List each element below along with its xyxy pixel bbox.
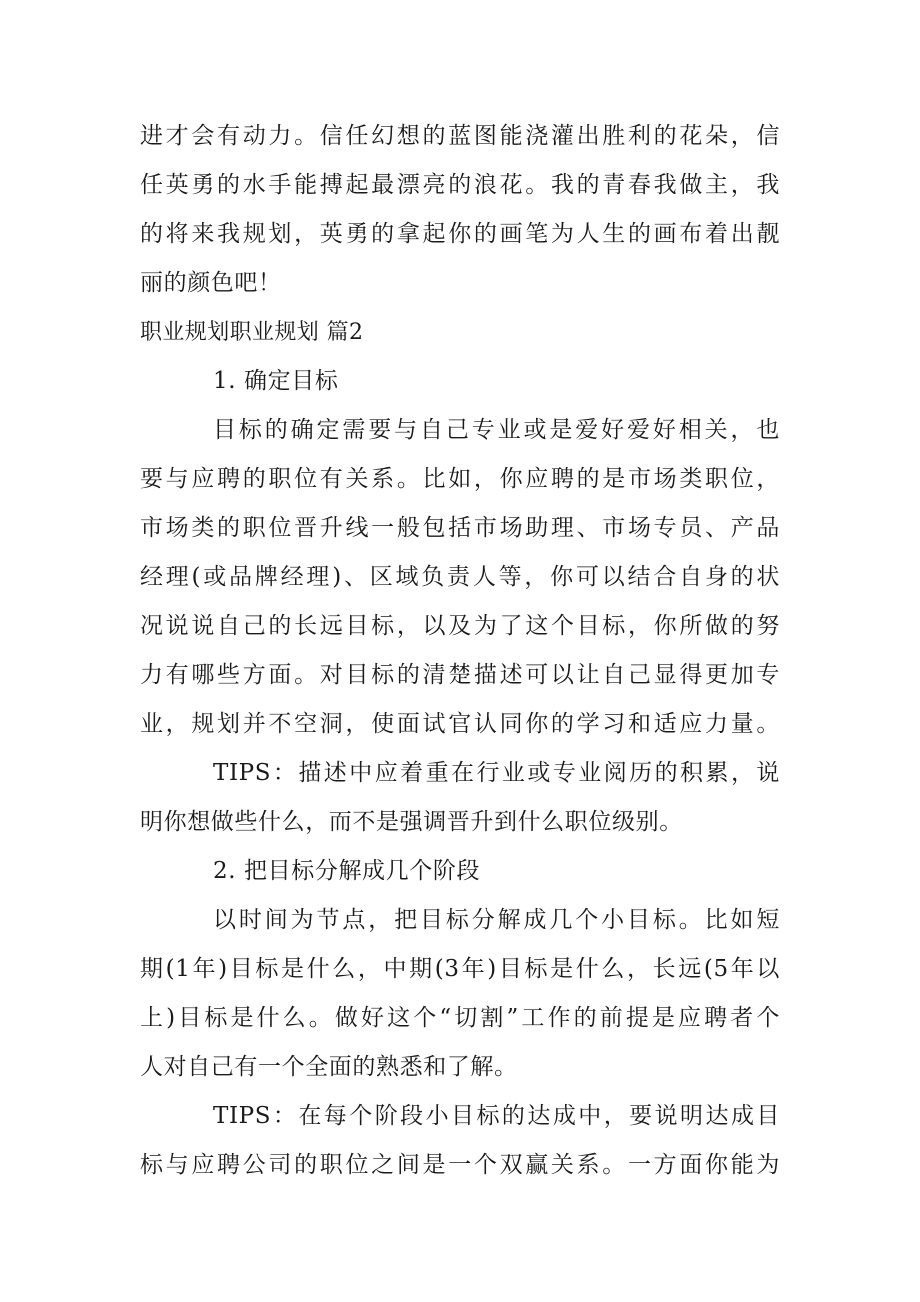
tips-line: 标与应聘公司的职位之间是一个双赢关系。一方面你能为	[140, 1152, 780, 1178]
item-heading: 2. 把目标分解成几个阶段	[213, 858, 481, 884]
paragraph-line: 经理(或品牌经理)、区域负责人等，你可以结合自身的状	[140, 564, 780, 590]
paragraph-line: 目标的确定需要与自己专业或是爱好爱好相关，也	[213, 417, 780, 443]
paragraph-line: 力有哪些方面。对目标的清楚描述可以让自己显得更加专	[140, 662, 780, 688]
document-page	[140, 112, 780, 1190]
paragraph-line: 期(1年)目标是什么，中期(3年)目标是什么，长远(5年以	[140, 956, 780, 982]
tips-line: 明你想做些什么，而不是强调晋升到什么职位级别。	[140, 809, 683, 835]
paragraph-line: 丽的颜色吧！	[140, 270, 282, 296]
paragraph-line: 况说说自己的长远目标，以及为了这个目标，你所做的努	[140, 613, 780, 639]
item-heading: 1. 确定目标	[213, 368, 339, 394]
paragraph-line: 任英勇的水手能搏起最漂亮的浪花。我的青春我做主，我	[140, 172, 780, 198]
paragraph-line: 人对自己有一个全面的熟悉和了解。	[140, 1054, 518, 1080]
paragraph-line: 以时间为节点，把目标分解成几个小目标。比如短	[213, 907, 780, 933]
paragraph-line: 进才会有动力。信任幻想的蓝图能浇灌出胜利的花朵，信	[140, 123, 780, 149]
section-title: 职业规划职业规划 篇2	[140, 320, 364, 345]
tips-line: TIPS：在每个阶段小目标的达成中，要说明达成目	[213, 1103, 780, 1129]
paragraph-line: 的将来我规划，英勇的拿起你的画笔为人生的画布着出靓	[140, 221, 780, 247]
paragraph-line: 要与应聘的职位有关系。比如，你应聘的是市场类职位，	[140, 466, 780, 492]
paragraph-line: 市场类的职位晋升线一般包括市场助理、市场专员、产品	[140, 515, 780, 541]
paragraph-line: 业，规划并不空洞，使面试官认同你的学习和适应力量。	[140, 711, 780, 737]
tips-line: TIPS：描述中应着重在行业或专业阅历的积累，说	[213, 760, 780, 786]
paragraph-line: 上)目标是什么。做好这个“切割”工作的前提是应聘者个	[140, 1005, 780, 1031]
